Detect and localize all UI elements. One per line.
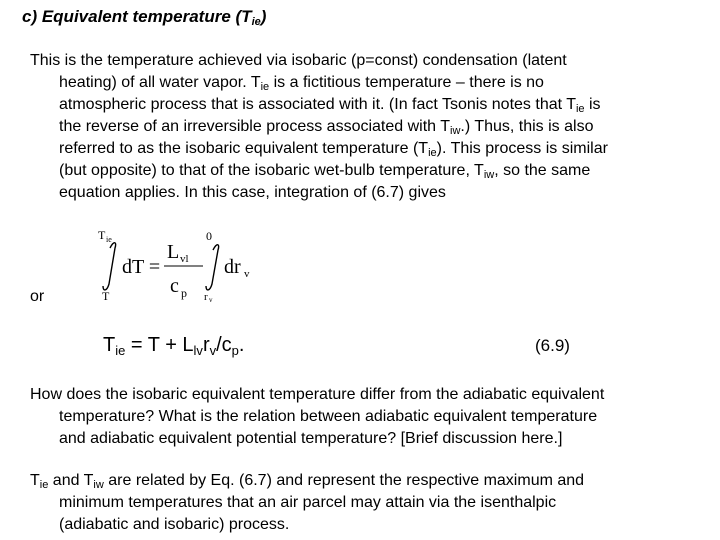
paragraph-definition <box>30 50 608 204</box>
integral-equation <box>94 226 274 306</box>
lower-limit-2-sub: v <box>209 296 213 304</box>
para1-line1: This is the temperature achieved via isobaric (p=const) condensation (latent <box>30 52 567 69</box>
para1-line5: referred to as the isobaric equivalent temperature $(T_{ie})$. This process is similar <box>59 140 608 159</box>
equation-6-9: $T_{ie} = T + L_{lv}r_v/c_p$. <box>103 334 245 358</box>
dT-term: dT = <box>122 256 161 278</box>
cp-symbol: c <box>170 275 179 297</box>
paragraph-questions <box>30 384 604 450</box>
lower-limit-2: r <box>204 291 208 303</box>
para2-line1: How does the isobaric equivalent temperature differ from the adiabatic equivalent <box>30 386 605 403</box>
para2-line3: and adiabatic equivalent potential temperature? [Brief discussion here.] <box>59 430 563 447</box>
drv-sub: v <box>244 268 250 280</box>
integral-sign-1 <box>103 243 116 290</box>
para3-line1: $T_{ie}$ and $T_{iw}$ are related by Eq. (6.7) and represent the respective maximum and <box>30 472 585 491</box>
or-label: or <box>30 288 45 305</box>
upper-limit-1-sub: ie <box>106 235 112 244</box>
drv-term: dr <box>224 256 241 278</box>
paragraph-summary <box>30 470 584 536</box>
lower-limit-1: T <box>102 289 110 303</box>
cp-sub: p <box>181 286 187 300</box>
latent-heat-symbol: L <box>167 241 180 263</box>
para1-line4: the reverse of an irreversible process associated with $T_{iw}$.) Thus, this is also <box>59 118 594 137</box>
para1-line6: (but opposite) to that of the isobaric wet-bulb temperature, $T_{iw}$, so the same <box>59 162 591 181</box>
heading-text: c) Equivalent temperature (T <box>22 7 252 26</box>
para3-line2: minimum temperatures that an air parcel may attain via the isenthalpic <box>59 494 557 511</box>
heading-subscript: ie <box>251 16 261 28</box>
para1-line7: equation applies. In this case, integration of (6.7) gives <box>59 184 446 201</box>
heading-close: ) <box>260 7 267 26</box>
equation-number: (6.9) <box>535 336 570 355</box>
para1-line2: heating) of all water vapor. $T_{ie}$ is a fictitious temperature – there is no <box>59 74 544 93</box>
para1-line3: atmospheric process that is associated with it. (In fact Tsonis notes that $T_{ie}$ is <box>59 96 601 115</box>
para2-line2: temperature? What is the relation between adiabatic equivalent temperature <box>59 408 598 425</box>
latent-heat-sub: vl <box>180 253 189 265</box>
para3-line3: (adiabatic and isobaric) process. <box>59 516 290 533</box>
upper-limit-2: 0 <box>206 229 212 243</box>
integral-sign-2 <box>206 245 219 290</box>
section-heading <box>22 7 266 27</box>
upper-limit-1: T <box>98 228 106 242</box>
